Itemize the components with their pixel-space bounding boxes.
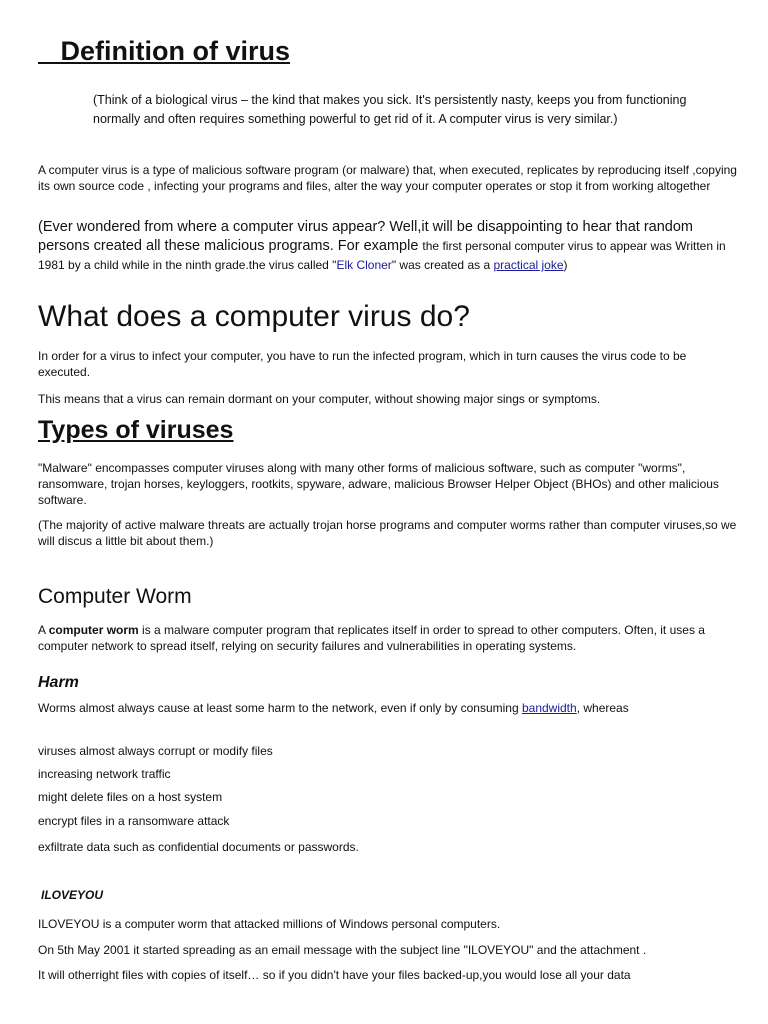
types-heading: Types of viruses bbox=[38, 416, 234, 444]
types-paragraph-2: (The majority of active malware threats are actually trojan horse programs and computer worms rather than computer viruses,so we will discus a little bit about them.) bbox=[38, 518, 737, 548]
what-paragraph-2: This means that a virus can remain dormant on your computer, without showing major sings or symptoms. bbox=[38, 392, 601, 406]
worm-paragraph bbox=[38, 622, 738, 654]
origin-large-text: (Ever wondered from where a computer virus appear? Well,it will be disappointing to hear that random persons created all these malicious programs. For example bbox=[38, 219, 693, 254]
harm-prefix: Worms almost always cause at least some harm to the network, even if only by consuming bbox=[38, 701, 522, 715]
what-paragraph-1: In order for a virus to infect your computer, you have to run the infected program, which in turn causes the virus code to be executed. bbox=[38, 349, 687, 379]
harm-list-item: might delete files on a host system bbox=[38, 790, 223, 804]
practical-joke-link[interactable]: practical joke bbox=[493, 258, 564, 272]
what-heading: What does a computer virus do? bbox=[38, 300, 470, 333]
origin-small-text: the first personal computer virus to appear was Written in 1981 by a child while in the ninth grade.the virus called " bbox=[38, 239, 726, 272]
bandwidth-link[interactable]: bandwidth bbox=[521, 701, 577, 715]
iloveyou-paragraph-2: On 5th May 2001 it started spreading as an email message with the subject line "ILOVEYOU" and the attachment . bbox=[38, 943, 647, 957]
harm-list-item: encrypt files in a ransomware attack bbox=[38, 814, 230, 828]
origin-end-text: ) bbox=[563, 258, 568, 272]
harm-list-item: viruses almost always corrupt or modify files bbox=[38, 744, 273, 758]
intro-quote: (Think of a biological virus – the kind that makes you sick. It's persistently nasty, keeps you from functioning normally and often requires something powerful to get rid of it. A computer virus is very similar.) bbox=[93, 93, 687, 126]
iloveyou-heading: ILOVEYOU bbox=[41, 888, 104, 902]
origin-mid-text: " was created as a bbox=[391, 258, 494, 272]
iloveyou-paragraph-3: It will otherright files with copies of itself… so if you didn't have your files backed-up,you would lose all your data bbox=[38, 968, 631, 982]
worm-bold-term: computer worm bbox=[48, 623, 139, 637]
types-paragraph-1: "Malware" encompasses computer viruses along with many other forms of malicious software, such as computer "worms", ransomware, trojan horses, keyloggers, rootkits, spyware, adware, malicious Browser Helper Object (BHOs) and other malicious software. bbox=[38, 461, 719, 507]
worm-rest: is a malware computer program that replicates itself in order to spread to other computers. Often, it uses a computer network to spread itself, relying on security failures and vulnerabilities in operating systems. bbox=[38, 623, 705, 653]
harm-paragraph bbox=[38, 700, 738, 716]
iloveyou-paragraph-1: ILOVEYOU is a computer worm that attacked millions of Windows personal computers. bbox=[38, 917, 501, 931]
harm-list-item: exfiltrate data such as confidential documents or passwords. bbox=[38, 840, 359, 854]
worm-heading: Computer Worm bbox=[38, 585, 192, 608]
elk-cloner-link[interactable]: Elk Cloner bbox=[336, 258, 392, 272]
harm-list-item: increasing network traffic bbox=[38, 767, 171, 781]
origin-paragraph bbox=[38, 218, 738, 275]
harm-heading: Harm bbox=[38, 674, 79, 691]
worm-prefix: A bbox=[38, 623, 49, 637]
definition-paragraph: A computer virus is a type of malicious software program (or malware) that, when executed, replicates by reproducing itself ,copying its own source code , infecting your programs and files, alter the way your computer operates or stop it from working altogether bbox=[38, 163, 737, 193]
page-title: Definition of virus bbox=[38, 36, 291, 66]
harm-suffix: , whereas bbox=[576, 701, 629, 715]
